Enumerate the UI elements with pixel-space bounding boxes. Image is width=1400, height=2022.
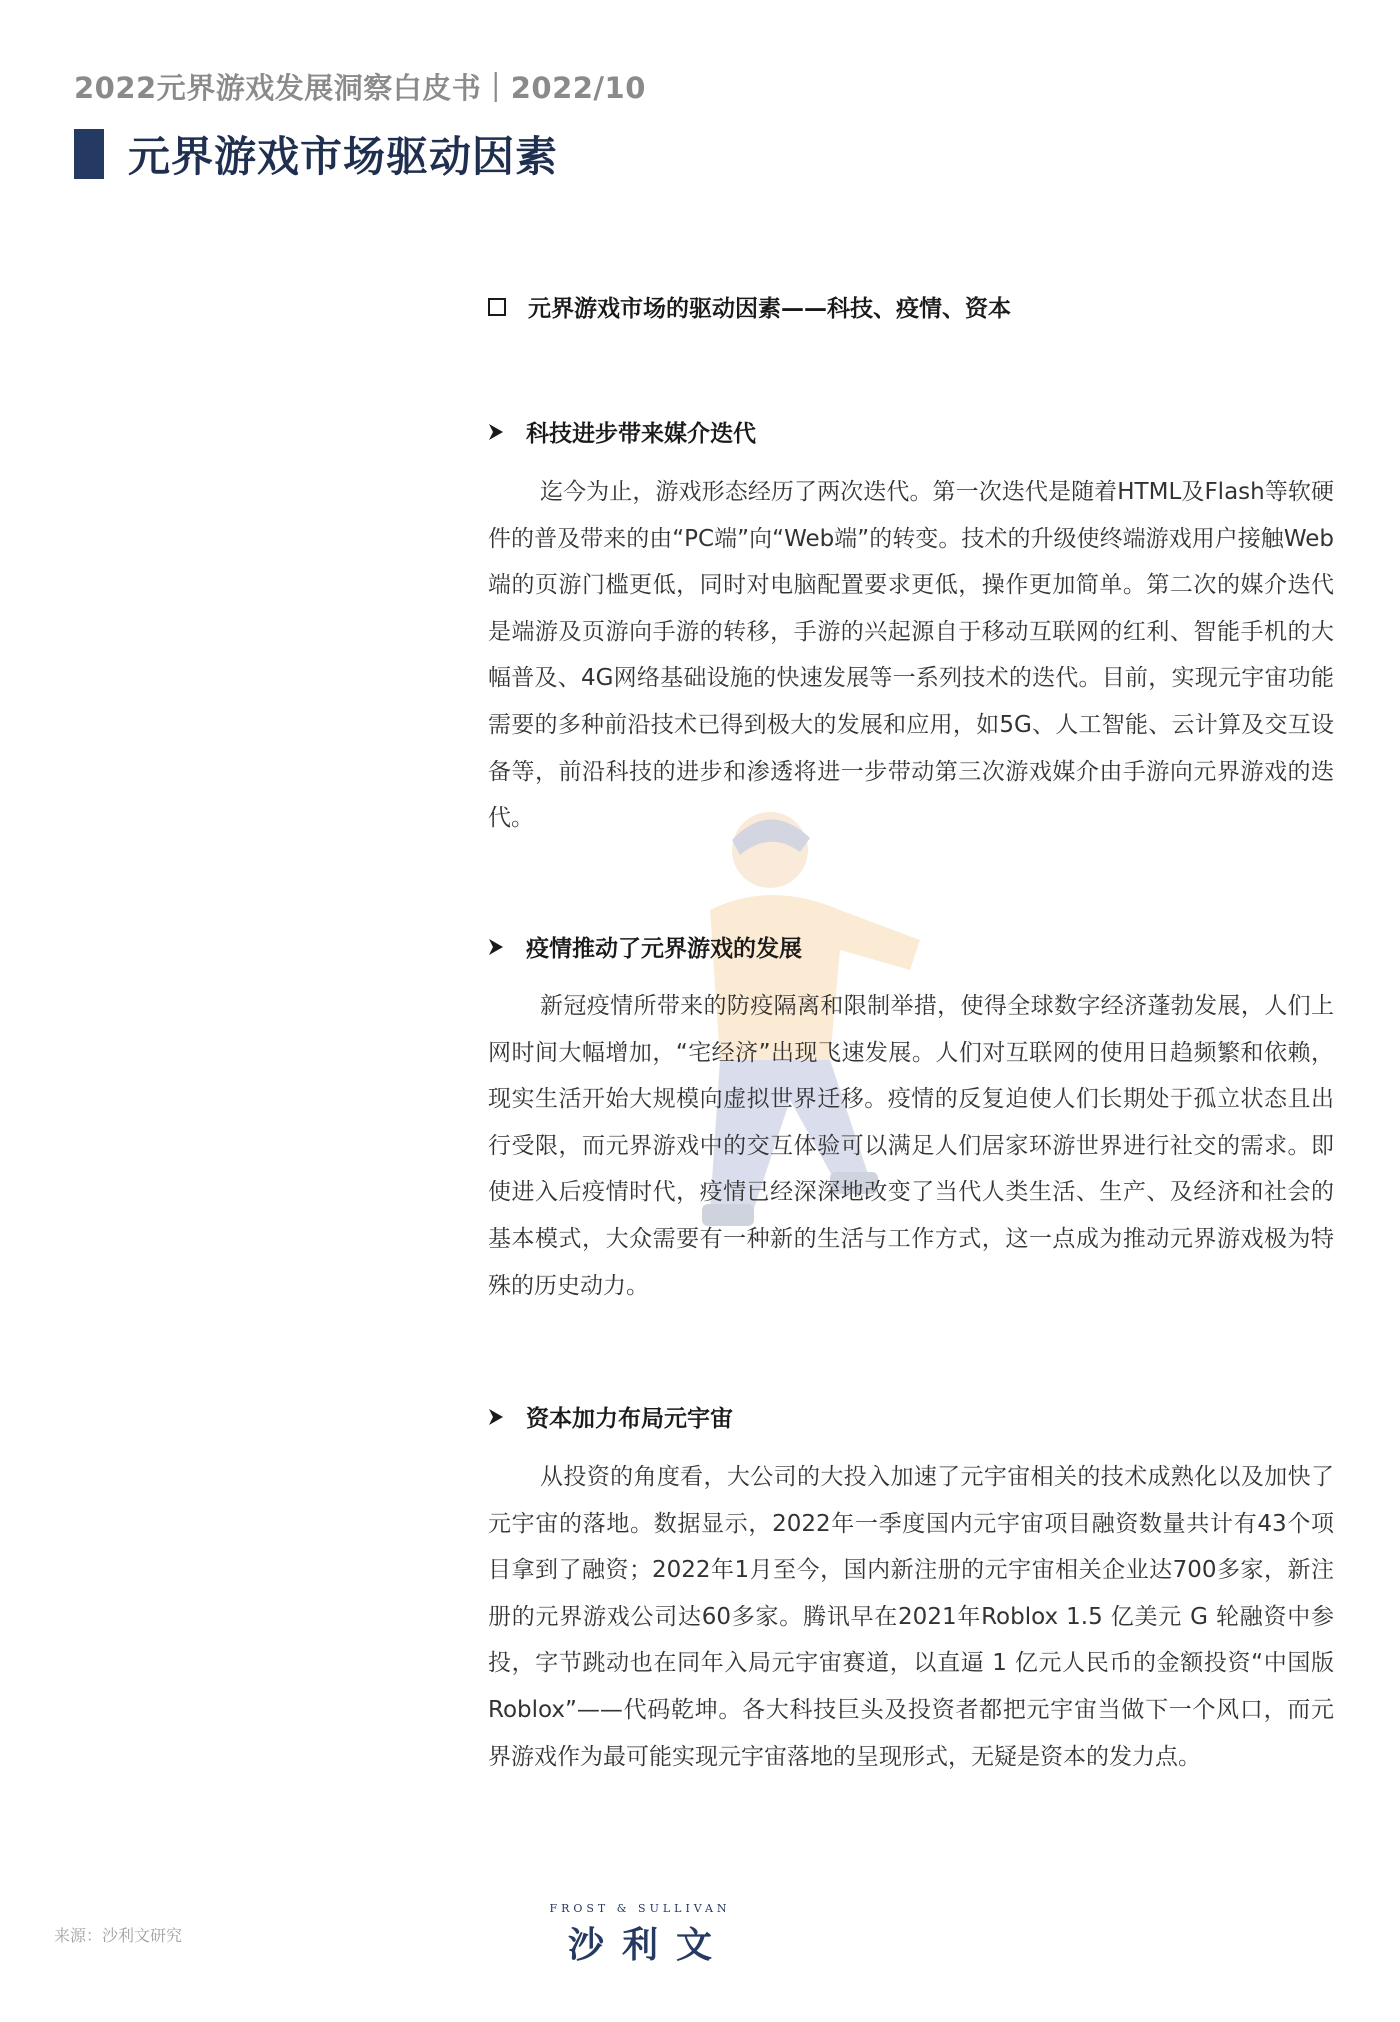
arrow-bullet-icon [488,938,504,956]
footer-source: 来源：沙利文研究 [54,1926,183,1945]
subsection-heading-pandemic [488,930,802,963]
frost-sullivan-logo [540,1902,740,1968]
paragraph-capital: 从投资的角度看，大公司的大投入加速了元宇宙相关的技术成熟化以及加快了元宇宙的落地。数据显示，2022年一季度国内元宇宙项目融资数量共计有43个项目拿到了融资；2022年1月至今，国内新注册的元宇宙相关企业达700多家，新注册的元界游戏公司达60多家。腾讯早在2021年Roblox 1.5 亿美元 G 轮融资中参投，字节跳动也在同年入局元宇宙赛道，以直逼 1 亿元人民币的金额投资“中国版Roblox”——代码乾坤。各大科技巨头及投资者都把元宇宙当做下一个风口，而元界游戏作为最可能实现元宇宙落地的呈现形式，无疑是资本的发力点。 [488,1464,1334,1770]
page-title-row [74,128,558,180]
subsection-heading-capital [488,1400,733,1433]
logo-chinese: 沙利文 [567,1925,730,1966]
checkbox-icon [488,298,506,316]
page-title: 元界游戏市场驱动因素 [128,132,559,181]
doc-header: 2022元界游戏发展洞察白皮书｜2022/10 [74,71,646,105]
arrow-bullet-icon [488,1408,504,1426]
title-accent-bar [74,129,104,179]
subsection-heading-text: 资本加力布局元宇宙 [526,1406,733,1432]
subsection-heading-text: 疫情推动了元界游戏的发展 [526,936,802,962]
section-title [488,290,1011,323]
subsection-heading-tech [488,415,756,448]
paragraph-pandemic: 新冠疫情所带来的防疫隔离和限制举措，使得全球数字经济蓬勃发展，人们上网时间大幅增加，“宅经济”出现飞速发展。人们对互联网的使用日趋频繁和依赖，现实生活开始大规模向虚拟世界迁移。疫情的反复迫使人们长期处于孤立状态且出行受限，而元界游戏中的交互体验可以满足人们居家环游世界进行社交的需求。即使进入后疫情时代，疫情已经深深地改变了当代人类生活、生产、及经济和社会的基本模式，大众需要有一种新的生活与工作方式，这一点成为推动元界游戏极为特殊的历史动力。 [488,993,1334,1299]
logo-english: FROST & SULLIVAN [549,1902,731,1915]
paragraph-tech: 迄今为止，游戏形态经历了两次迭代。第一次迭代是随着HTML及Flash等软硬件的普及带来的由“PC端”向“Web端”的转变。技术的升级使终端游戏用户接触Web端的页游门槛更低，同时对电脑配置要求更低，操作更加简单。第二次的媒介迭代是端游及页游向手游的转移，手游的兴起源自于移动互联网的红利、智能手机的大幅普及、4G网络基础设施的快速发展等一系列技术的迭代。目前，实现元宇宙功能需要的多种前沿技术已得到极大的发展和应用，如5G、人工智能、云计算及交互设备等，前沿科技的进步和渗透将进一步带动第三次游戏媒介由手游向元界游戏的迭代。 [488,479,1334,832]
arrow-bullet-icon [488,423,504,441]
section-title-text: 元界游戏市场的驱动因素——科技、疫情、资本 [528,296,1011,322]
subsection-heading-text: 科技进步带来媒介迭代 [526,421,756,447]
